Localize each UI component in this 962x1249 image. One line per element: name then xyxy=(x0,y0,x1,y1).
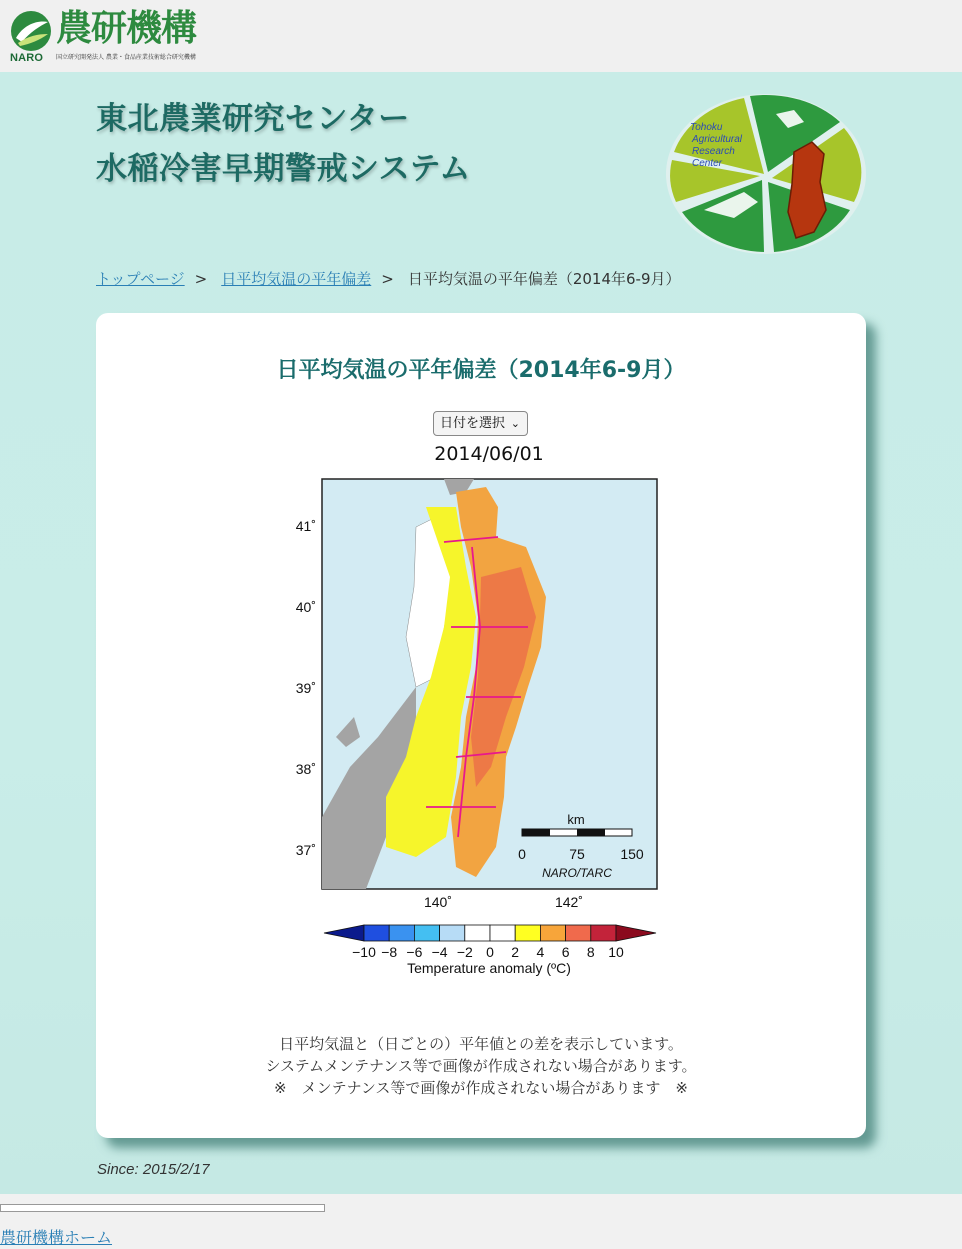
naro-home-link[interactable]: 農研機構ホーム xyxy=(0,1228,113,1247)
breadcrumb xyxy=(96,268,681,289)
chevron-down-icon: ⌄ xyxy=(510,417,520,430)
colorbar-tick: −8 xyxy=(381,944,398,960)
naro-logo-tagline: 国立研究開発法人 農業・食品産業技術総合研究機構 xyxy=(56,54,196,61)
note-line-3: ※ メンテナンス等で画像が作成されない場合があります ※ xyxy=(274,1079,688,1097)
note-line-1: 日平均気温と（日ごとの）平年値との差を表示しています。 xyxy=(279,1035,683,1053)
lon-tick-140: 140˚ xyxy=(423,894,453,910)
colorbar xyxy=(324,925,656,941)
site-title-line1: 東北農業研究センター xyxy=(96,101,410,137)
temperature-anomaly-map xyxy=(266,437,696,992)
colorbar-box xyxy=(465,925,490,941)
date-select-label: 日付を選択 xyxy=(440,416,506,431)
map-date-label: 2014/06/01 xyxy=(434,443,544,465)
colorbar-tick: −2 xyxy=(456,944,473,960)
colorbar-min-arrow xyxy=(324,925,364,941)
lat-tick-41: 41˚ xyxy=(295,518,316,534)
colorbar-ticks xyxy=(352,944,624,960)
site-title-line2: 水稲冷害早期警戒システム xyxy=(96,151,471,187)
lat-tick-40: 40˚ xyxy=(295,599,316,615)
colorbar-box xyxy=(515,925,540,941)
lon-tick-142: 142˚ xyxy=(554,894,584,910)
note-line-2: システムメンテナンス等で画像が作成されない場合があります。 xyxy=(265,1057,697,1075)
colorbar-tick: 0 xyxy=(486,944,494,960)
lat-tick-39: 39˚ xyxy=(295,680,316,696)
colorbar-tick: −10 xyxy=(352,944,376,960)
scale-unit: km xyxy=(567,812,585,827)
colorbar-box xyxy=(414,925,439,941)
bottom-scrollbar[interactable] xyxy=(0,1204,325,1212)
colorbar-tick: 8 xyxy=(586,944,595,960)
since-date: Since: 2015/2/17 xyxy=(97,1161,210,1178)
scale-tick-150: 150 xyxy=(620,846,644,862)
colorbar-label: Temperature anomaly (ºC) xyxy=(407,960,571,976)
card-title: 日平均気温の平年偏差（2014年6-9月） xyxy=(276,358,686,383)
colorbar-tick: 4 xyxy=(536,944,545,960)
badge-line-4: Center xyxy=(692,158,723,169)
breadcrumb-sep-1: > xyxy=(194,270,208,288)
naro-logo-text: 農研機構 xyxy=(56,8,197,49)
colorbar-box xyxy=(566,925,591,941)
main-area xyxy=(0,72,962,1194)
top-header xyxy=(0,0,962,72)
colorbar-box xyxy=(389,925,414,941)
map-credit: NARO/TARC xyxy=(542,866,612,880)
content-card xyxy=(96,313,866,1138)
naro-leaf-icon xyxy=(10,10,52,52)
breadcrumb-current: 日平均気温の平年偏差（2014年6-9月） xyxy=(407,270,681,288)
naro-logo[interactable] xyxy=(10,8,225,64)
scale-tick-0: 0 xyxy=(518,846,526,862)
colorbar-box xyxy=(540,925,565,941)
date-select[interactable] xyxy=(433,411,528,436)
colorbar-box xyxy=(490,925,515,941)
badge-line-2: Agricultural xyxy=(692,134,743,145)
notes xyxy=(96,1033,866,1099)
colorbar-box xyxy=(591,925,616,941)
scale-tick-75: 75 xyxy=(569,846,585,862)
site-title xyxy=(96,94,471,194)
colorbar-tick: −6 xyxy=(406,944,423,960)
colorbar-box xyxy=(364,925,389,941)
colorbar-tick: 6 xyxy=(561,944,570,960)
colorbar-tick: −4 xyxy=(431,944,448,960)
breadcrumb-parent-link[interactable]: 日平均気温の平年偏差 xyxy=(221,270,372,288)
colorbar-max-arrow xyxy=(616,925,656,941)
lat-tick-37: 37˚ xyxy=(295,842,316,858)
breadcrumb-home-link[interactable]: トップページ xyxy=(96,270,185,288)
lat-tick-38: 38˚ xyxy=(295,761,316,777)
tarc-badge-logo xyxy=(664,92,868,256)
naro-logo-sub: NARO xyxy=(10,52,44,64)
badge-line-1: Tohoku xyxy=(690,122,723,133)
badge-line-3: Research xyxy=(692,146,735,157)
colorbar-tick: 2 xyxy=(511,944,520,960)
breadcrumb-sep-2: > xyxy=(381,270,394,288)
colorbar-box xyxy=(440,925,465,941)
colorbar-tick: 10 xyxy=(608,944,624,960)
